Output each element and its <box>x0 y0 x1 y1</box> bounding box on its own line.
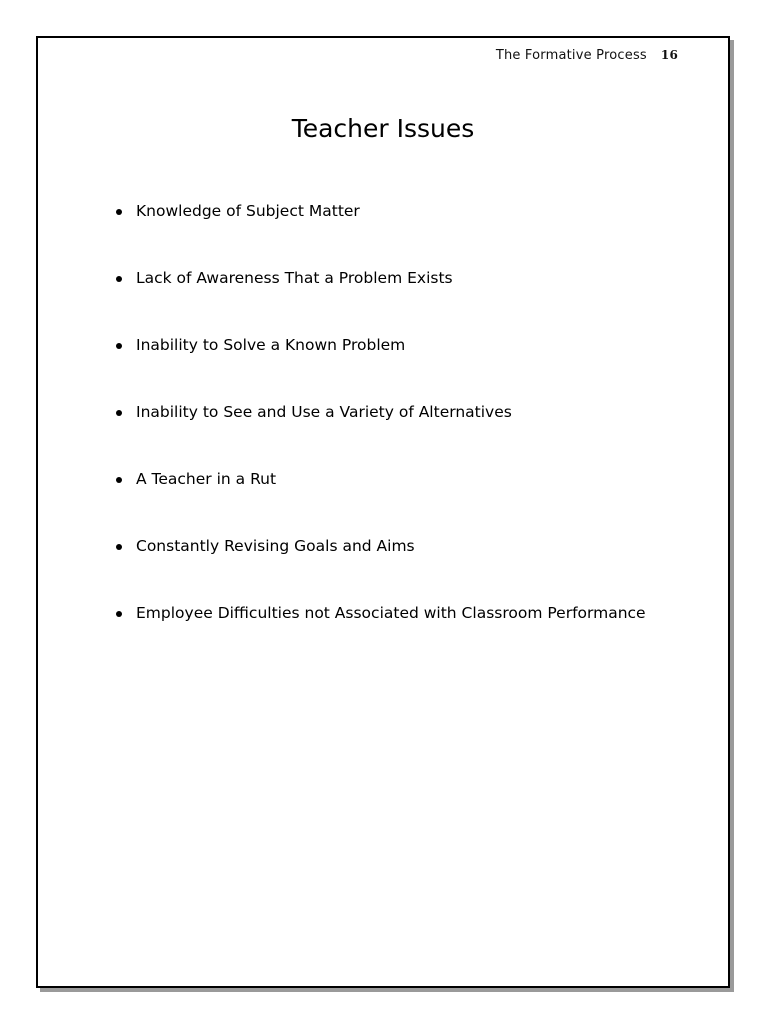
bullet-icon <box>116 410 122 416</box>
bullet-icon <box>116 544 122 550</box>
list-item <box>108 269 646 336</box>
running-header <box>496 48 678 63</box>
list-item-text: Lack of Awareness That a Problem Exists <box>136 269 453 287</box>
page-title: Teacher Issues <box>291 114 475 143</box>
bullet-icon <box>116 343 122 349</box>
list-item <box>108 537 646 604</box>
list-item <box>108 202 646 269</box>
running-title: The Formative Process <box>495 48 647 63</box>
bullet-icon <box>116 276 122 282</box>
list-item <box>108 604 646 671</box>
bullet-icon <box>116 611 122 617</box>
document-page <box>36 36 730 988</box>
list-item <box>108 470 646 537</box>
list-item-text: Inability to Solve a Known Problem <box>136 336 406 354</box>
list-item <box>108 403 646 470</box>
bullet-icon <box>116 209 122 215</box>
list-item-text: Employee Difficulties not Associated with Classroom Performance <box>136 604 646 622</box>
page-number: 16 <box>660 48 678 62</box>
list-item-text: Constantly Revising Goals and Aims <box>136 537 415 555</box>
list-item-text: Knowledge of Subject Matter <box>136 202 360 220</box>
issue-list <box>108 202 646 671</box>
list-item-text: A Teacher in a Rut <box>136 470 277 488</box>
bullet-icon <box>116 477 122 483</box>
list-item-text: Inability to See and Use a Variety of Alternatives <box>136 403 512 421</box>
list-item <box>108 336 646 403</box>
